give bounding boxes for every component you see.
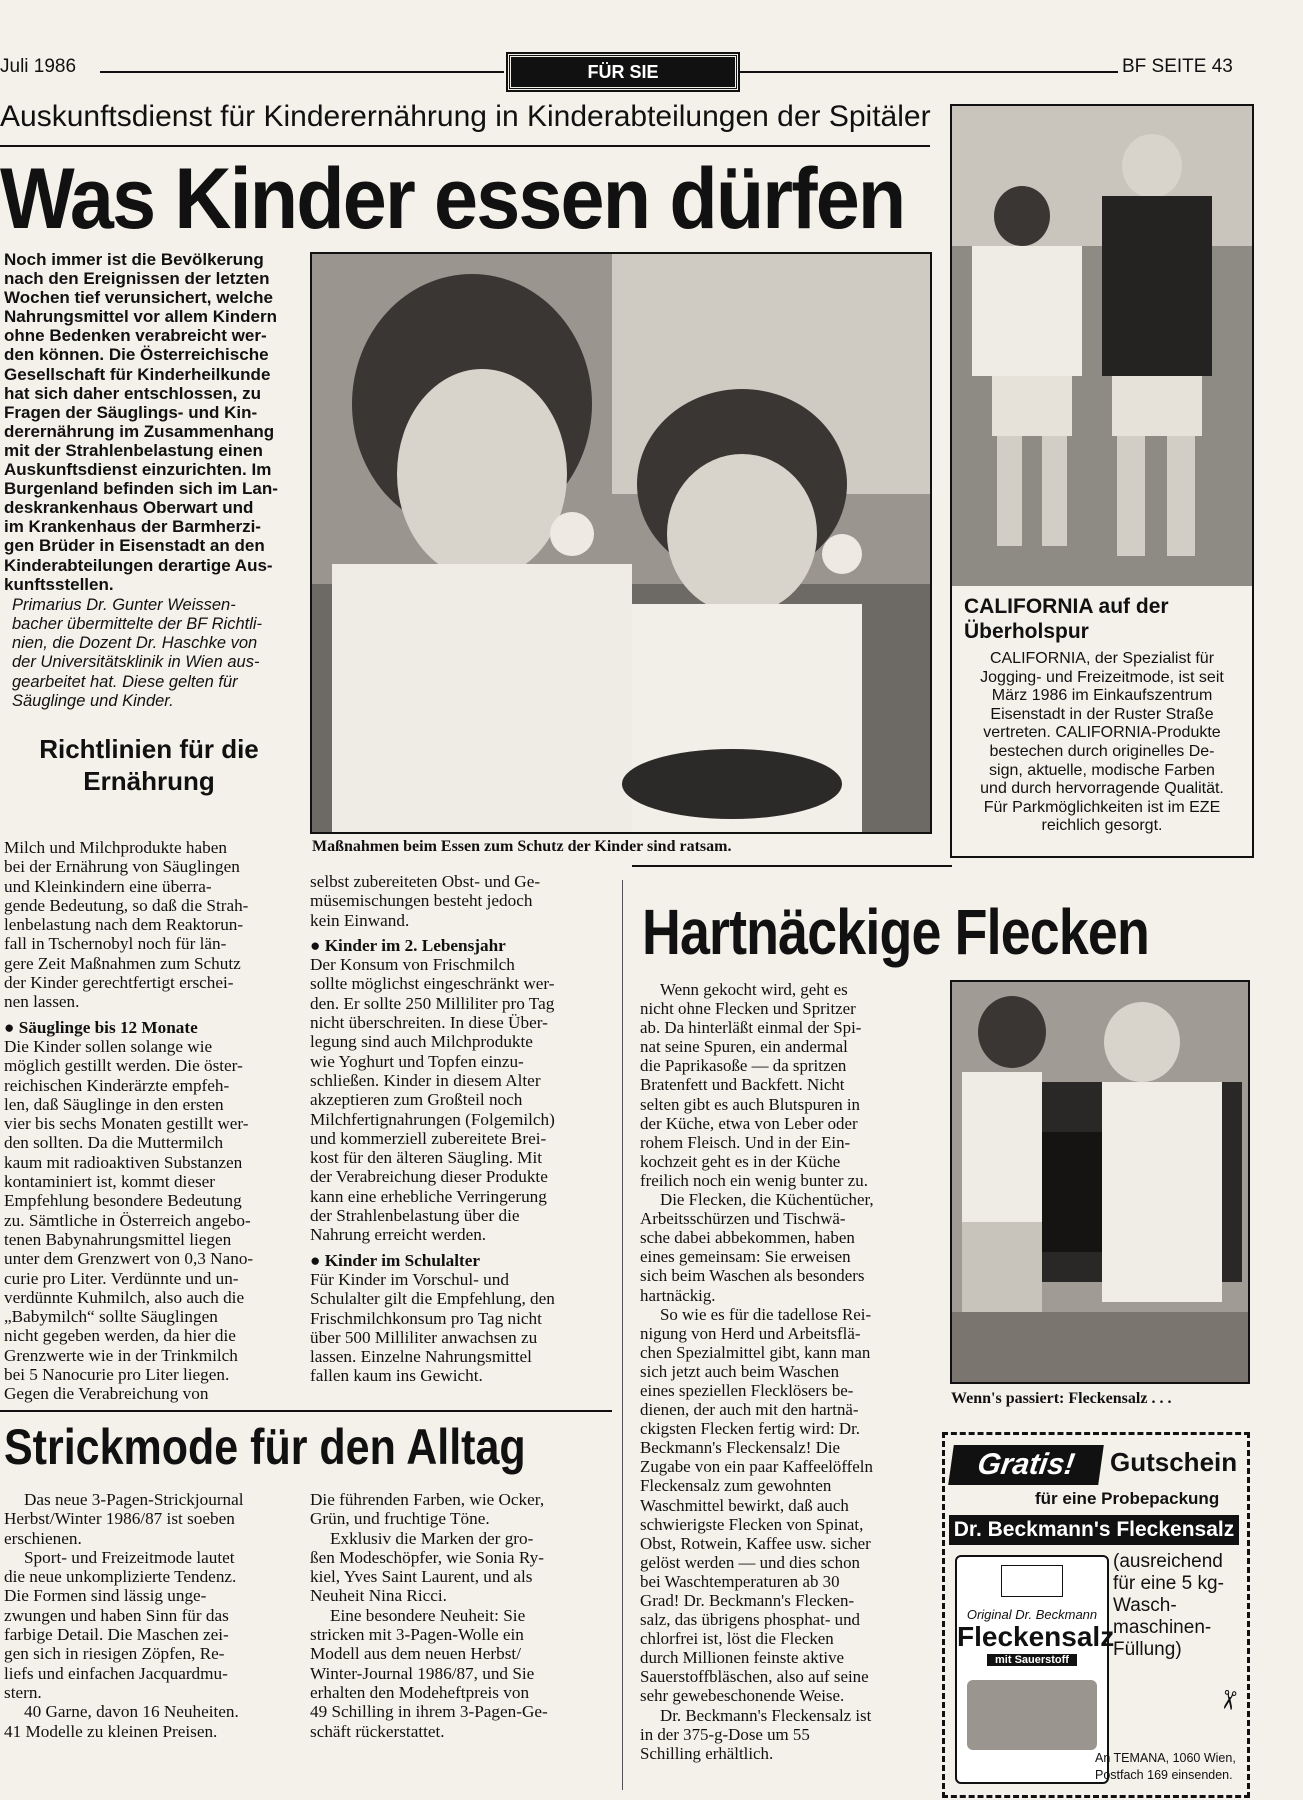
- coupon-gratis: Gratis!: [948, 1445, 1104, 1485]
- california-box: [950, 104, 1254, 858]
- strick-headline: Strickmode für den Alltag: [4, 1419, 526, 1475]
- california-title: CALIFORNIA auf der Überholspur: [964, 595, 1169, 643]
- strick-rule: [0, 1410, 612, 1412]
- product-can: [955, 1555, 1115, 1784]
- coupon-note: (ausreichend für eine 5 kg-Wasch-maschinen-Füllung): [1113, 1551, 1224, 1660]
- header-rule-left: [100, 71, 504, 73]
- bullet-saeuglinge: ● Säuglinge bis 12 Monate: [4, 1017, 198, 1037]
- kitchen-photo: [950, 980, 1250, 1384]
- can-label-box: [1001, 1565, 1063, 1597]
- california-body: CALIFORNIA, der Spezialist für Jogging- und Freizeitmode, ist seit März 1986 im Einkaufszentrum Eisenstadt in der Ruster Straße vertreten. CALIFORNIA-Produkte bestechen durch originelles De- sign, aktuelle, modische Farben und durch hervorragende Qualität. Für Parkmöglichkeiten ist im EZE reichlich gesorgt.: [980, 650, 1224, 835]
- coupon[interactable]: [942, 1432, 1250, 1798]
- page-number: BF SEITE 43: [1122, 56, 1233, 77]
- bullet-schulalter: ● Kinder im Schulalter: [310, 1250, 481, 1270]
- can-image: [967, 1680, 1097, 1750]
- can-product-name: Fleckensalz: [957, 1621, 1115, 1652]
- coupon-gutschein: Gutschein: [1110, 1447, 1238, 1477]
- article-headline: Was Kinder essen dürfen: [0, 151, 905, 247]
- coupon-address: An TEMANA, 1060 Wien, Postfach 169 einsenden.: [1095, 1751, 1236, 1782]
- issue-date: Juli 1986: [0, 56, 77, 77]
- column-divider: [622, 880, 623, 1790]
- can-sub: mit Sauerstoff: [987, 1654, 1077, 1666]
- kicker-rule: [0, 145, 930, 147]
- strick-column-2: Die führenden Farben, wie Ocker, Grün, und fruchtige Töne. Exklusiv die Marken der gro- ßen Modeschöpfer, wie Sonia Ry- kiel, Yves Saint Laurent, und als Neuheit Nina Ricci. Eine besondere Neuheit: Sie stricken mit 3-Pagen-Wolle ein Modell aus dem neuen Herbst/ Winter-Journal 1986/87, und Sie erhalten den Modeheftpreis von 49 Schilling in ihrem 3-Pagen-Ge- schäft rückerstattet.: [310, 1490, 548, 1741]
- header-rule-right: [736, 71, 1118, 73]
- main-photo-caption: Maßnahmen beim Essen zum Schutz der Kinder sind ratsam.: [312, 838, 732, 855]
- section-badge: FÜR SIE: [508, 54, 738, 90]
- coupon-brand: Dr. Beckmann's Fleckensalz: [949, 1515, 1239, 1545]
- intro-column: [4, 250, 294, 797]
- can-brand: Original Dr. Beckmann: [966, 1607, 1098, 1622]
- column-2-body: selbst zubereiteten Obst- und Ge- müsemischungen besteht jedoch kein Einwand. ● Kinder im 2. Lebensjahr Der Konsum von Frischmilch sollte möglichst eingeschränkt wer- den. Er sollte 250 Milliliter pro Tag nicht überschreiten. In diese Über- legung sind auch Milchprodukte wie Yoghurt und Topfen einzu- schließen. Kinder in diesem Alter akzeptieren zum Großteil noch Milchfertignahrungen (Folgemilch) und kommerziell zubereitete Brei- kost für den älteren Säugling. Mit der Verabreichung dieser Produkte kann eine erhebliche Verringerung der Strahlenbelastung über die Nahrung erreicht werden. ● Kinder im Schulalter Für Kinder im Vorschul- und Schulalter gilt die Empfehlung, den Frischmilchkonsum pro Tag nicht über 500 Milliliter anwachsen zu lassen. Einzelne Nahrungsmittel fallen kaum ins Gewicht.: [310, 872, 610, 1386]
- joggers-photo: [952, 106, 1252, 586]
- mother-child-photo: [310, 252, 932, 834]
- scissors-icon: ✂: [1211, 1686, 1245, 1714]
- coupon-probe: für eine Probepackung: [1035, 1489, 1220, 1508]
- strick-column-1: Das neue 3-Pagen-Strickjournal Herbst/Winter 1986/87 ist soeben erschienen. Sport- und Freizeitmode lautet die neue unkomplizierte Tendenz. Die Formen sind lässig unge- zwungen und haben Sinn für das farbige Detail. Die Maschen zei- gen sich in riesigen Zöpfen, Re- liefs und einfachen Jacquardmu- stern. 40 Garne, davon 16 Neuheiten. 41 Modelle zu kleinen Preisen.: [4, 1490, 244, 1741]
- mother-child-illustration: [312, 254, 930, 832]
- column-1-body: Milch und Milchprodukte haben bei der Ernährung von Säuglingen und Kleinkindern eine überra- gende Bedeutung, so daß die Strah- lenbelastung nach dem Reaktorun- fall in Tschernobyl noch für län- gere Zeit Maßnahmen zum Schutz der Kinder gerechtfertigt erschei- nen lassen. ● Säuglinge bis 12 Monate Die Kinder sollen solange wie möglich gestillt werden. Die öster- reichischen Kinderärzte empfeh- len, daß Säuglinge in den ersten vier bis sechs Monaten gestillt wer- den sollten. Da die Muttermilch kaum mit radioaktiven Substanzen kontaminiert ist, kommt dieser Empfehlung besondere Bedeutung zu. Sämtliche in Österreich angebo- tenen Babynahrungsmittel liegen unter dem Grenzwert von 0,3 Nano- curie pro Liter. Verdünnte und un- verdünnte Kuhmilch, also auch die „Babymilch“ sollte Säuglingen nicht gegeben werden, da hier die Grenzwerte wie in der Trinkmilch bei 5 Nanocurie pro Liter liegen. Gegen die Verabreichung von: [4, 838, 294, 1404]
- kitchen-illustration: [952, 982, 1248, 1382]
- article-kicker: Auskunftsdienst für Kinderernährung in Kinderabteilungen der Spitäler: [0, 100, 931, 133]
- bullet-lebensjahr: ● Kinder im 2. Lebensjahr: [310, 935, 506, 955]
- flecken-body: Wenn gekocht wird, geht es nicht ohne Flecken und Spritzer ab. Da hinterläßt einmal der Spi- nat seine Spuren, ein andermal die Paprikasoße — da spritzen Bratenfett und Backfett. Nicht selten gibt es auch Blutspuren in der Küche, etwa von Leber oder rohem Fleisch. Und in der Ein- kochzeit geht es in der Küche freilich noch ein wenig bunter zu. Die Flecken, die Küchentücher, Arbeitsschürzen und Tischwä- sche dabei abbekommen, haben eines gemeinsam: Sie erweisen sich beim Waschen als besonders hartnäckig. So wie es für die tadellose Rei- nigung von Herd und Arbeitsflä- chen Spezialmittel gibt, kann man sich jetzt auch beim Waschen eines speziellen Flecklösers be- dienen, der auch mit den hartnä- ckigsten Flecken fertig wird: Dr. Beckmann's Fleckensalz! Die Zugabe von ein paar Kaffeelöffeln Fleckensalz zum gewohnten Waschmittel bewirkt, daß auch schwierigste Flecken von Spinat, Obst, Rotwein, Kaffee usw. sicher gelöst werden — und dies schon bei Waschtemperaturen ab 30 Grad! Dr. Beckmann's Flecken- salz, das übrigens phosphat- und chlorfrei ist, löst die Flecken durch Millionen feinste aktive Sauerstoffbläschen, also auf seine sehr gewebeschonende Weise. Dr. Beckmann's Fleckensalz ist in der 375-g-Dose um 55 Schilling erhältlich.: [640, 980, 874, 1763]
- intro-text: Noch immer ist die Bevölkerung nach den Ereignissen der letzten Wochen tief verunsichert, welche Nahrungsmittel vor allem Kindern ohne Bedenken verabreicht wer- den können. Die Österreichische Gesellschaft für Kinderheilkunde hat sich daher entschlossen, zu Fragen der Säuglings- und Kin- derernährung im Zusammenhang mit der Strahlenbelastung einen Auskunftsdienst einzurichten. Im Burgenland befinden sich im Lan- deskrankenhaus Oberwart und im Krankenhaus der Barmherzi- gen Brüder in Eisenstadt an den Kinderabteilungen derartige Aus- kunftsstellen.: [4, 250, 278, 594]
- flecken-rule: [632, 865, 952, 867]
- intro-italic: Primarius Dr. Gunter Weissen- bacher übermittelte der BF Richtli- nien, die Dozent Dr. Haschke von der Universitätsklinik in Wien aus- gearbeitet hat. Diese gelten für Säuglinge und Kinder.: [12, 595, 263, 710]
- subhead-richtlinien: Richtlinien für die Ernährung: [39, 733, 259, 796]
- flecken-headline: Hartnäckige Flecken: [642, 896, 1149, 968]
- kitchen-photo-caption: Wenn's passiert: Fleckensalz . . .: [951, 1390, 1172, 1407]
